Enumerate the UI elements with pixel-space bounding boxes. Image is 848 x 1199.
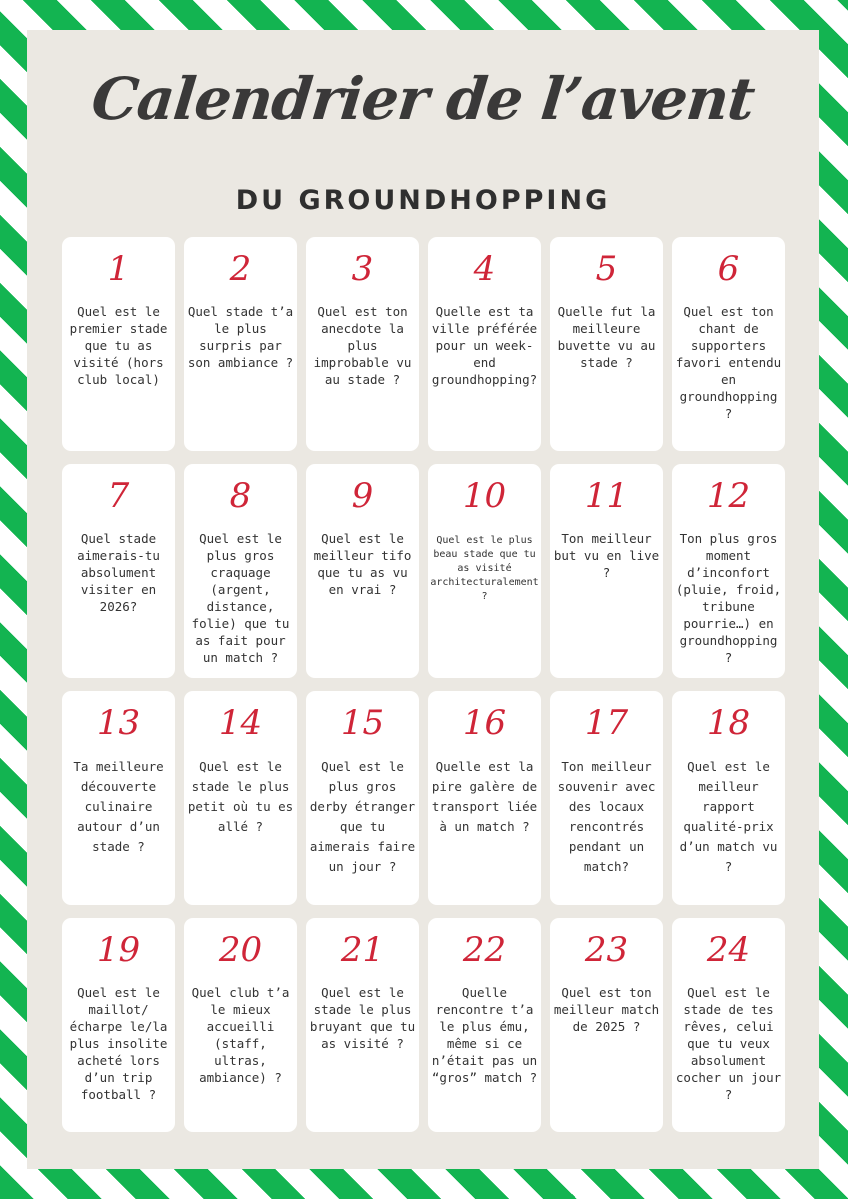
day-question: Quel est le plus beau stade que tu as visité architecturalement ? [430,535,539,602]
day-question: Quel stade t’a le plus surpris par son ambiance ? [187,304,294,370]
day-number: 10 [462,476,507,516]
day-number: 7 [107,476,130,516]
day-question: Quel est le premier stade que tu as visité (hors club local) [69,304,168,387]
day-question: Quel est le maillot/ écharpe le/la plus insolite acheté lors d’un trip football ? [69,985,168,1102]
day-card [62,691,175,905]
day-question: Quel est le stade de tes rêves, celui que tu veux absolument cocher un jour ? [675,985,782,1102]
day-card [184,918,297,1132]
day-number: 9 [351,476,374,516]
day-card [672,464,785,678]
day-card [184,691,297,905]
day-number: 12 [706,476,751,516]
day-card [306,237,419,451]
day-number: 19 [96,930,141,970]
day-number: 21 [340,930,385,970]
day-number: 16 [462,703,507,743]
day-card [550,237,663,451]
day-question: Quelle rencontre t’a le plus ému, même si ce n’était pas un “gros” match ? [431,985,538,1085]
day-question: Quelle fut la meilleure buvette vu au stade ? [557,304,656,370]
day-question: Ton meilleur souvenir avec des locaux rencontrés pendant un match? [557,759,656,874]
day-number: 13 [96,703,141,743]
day-card [306,918,419,1132]
day-question: Quel est le stade le plus petit où tu es allé ? [187,759,294,834]
day-number: 23 [584,930,629,970]
day-card [428,464,541,678]
day-card [62,237,175,451]
day-number: 3 [351,249,374,289]
day-card [62,464,175,678]
day-question: Ta meilleure découverte culinaire autour d’un stade ? [73,759,164,854]
day-card [428,691,541,905]
day-card [550,464,663,678]
page-subtitle: DU GROUNDHOPPING [235,185,611,216]
day-question: Quel est le meilleur tifo que tu as vu en vrai ? [313,531,412,597]
day-question: Quel est ton anecdote la plus improbable vu au stade ? [313,304,412,387]
day-question: Quel stade aimerais-tu absolument visiter en 2026? [77,531,160,614]
day-number: 11 [584,476,629,516]
day-card [550,918,663,1132]
day-card [428,237,541,451]
day-card [306,691,419,905]
day-card [550,691,663,905]
day-question: Quel est le plus gros craquage (argent, distance, folie) que tu as fait pour un match ? [191,531,290,665]
day-number: 8 [229,476,252,516]
day-question: Quel est ton meilleur match de 2025 ? [553,985,660,1034]
day-number: 1 [107,249,130,289]
day-card [62,918,175,1132]
day-number: 15 [340,703,385,743]
calendar-panel [27,30,819,1169]
day-question: Quel est le stade le plus bruyant que tu as visité ? [309,985,416,1051]
day-card [184,237,297,451]
advent-grid [62,237,785,1132]
day-number: 2 [229,249,252,289]
page-title: Calendrier de l’avent [88,65,758,133]
day-number: 17 [584,703,629,743]
day-number: 14 [218,703,263,743]
day-number: 22 [462,930,507,970]
day-card [672,237,785,451]
day-question: Quel est le meilleur rapport qualité-prix d’un match vu ? [679,759,778,874]
day-question: Quel club t’a le mieux accueilli (staff, ultras, ambiance) ? [191,985,290,1085]
day-question: Ton plus gros moment d’inconfort (pluie, froid, tribune pourrie…) en groundhopping ? [675,531,782,665]
day-card [672,691,785,905]
day-number: 4 [473,249,496,289]
day-card [428,918,541,1132]
day-card [306,464,419,678]
day-number: 24 [706,930,751,970]
day-question: Quelle est la pire galère de transport liée à un match ? [431,759,538,834]
day-question: Ton meilleur but vu en live ? [553,531,660,580]
day-number: 6 [717,249,740,289]
day-number: 18 [706,703,751,743]
day-question: Quelle est ta ville préférée pour un week-end groundhopping? [431,304,538,387]
day-number: 5 [595,249,618,289]
day-card [672,918,785,1132]
day-card [184,464,297,678]
day-question: Quel est ton chant de supporters favori entendu en groundhopping ? [675,304,782,421]
day-number: 20 [218,930,263,970]
day-question: Quel est le plus gros derby étranger que tu aimerais faire un jour ? [309,759,416,874]
